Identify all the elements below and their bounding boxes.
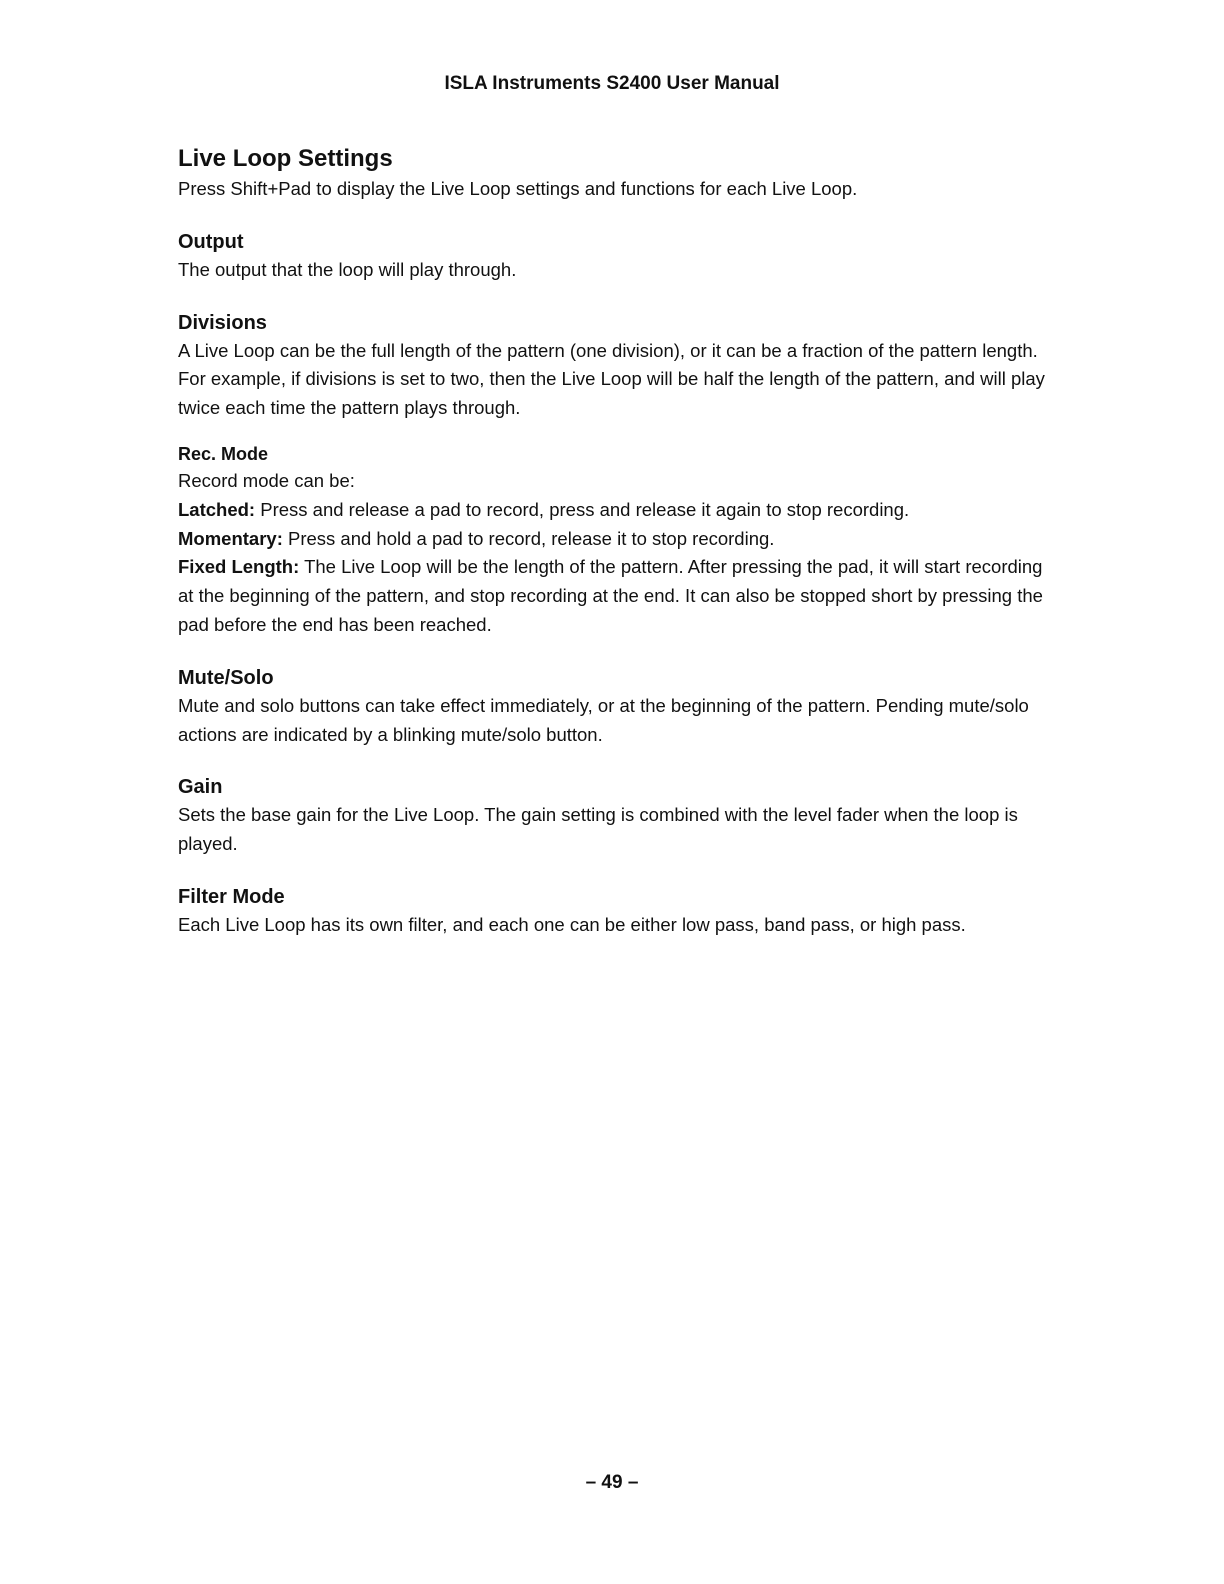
mute-solo-heading: Mute/Solo — [178, 666, 274, 689]
momentary-text: Press and hold a pad to record, release it to stop recording. — [282, 527, 775, 549]
mute-solo-body: Mute and solo buttons can take effect immediately, or at the beginning of the pattern. Pending mute/solo actions are indicated by a blinking mute/solo button. — [178, 694, 1029, 745]
main-content — [178, 143, 1048, 940]
gain-body: Sets the base gain for the Live Loop. The gain setting is combined with the level fader when the loop is played. — [178, 804, 1018, 855]
section-title: Live Loop Settings — [178, 145, 393, 172]
page-header: ISLA Instruments S2400 User Manual — [444, 73, 780, 94]
output-heading: Output — [178, 230, 244, 253]
rec-mode-momentary — [178, 525, 1048, 554]
divisions-body: A Live Loop can be the full length of the pattern (one division), or it can be a fraction of the pattern length. For example, if divisions is set to two, then the Live Loop will be half the length of the pattern, and will play twice each time the pattern plays through. — [178, 339, 1045, 419]
filter-mode-body: Each Live Loop has its own filter, and each one can be either low pass, band pass, or high pass. — [178, 913, 966, 935]
momentary-label: Momentary: — [178, 527, 283, 549]
fixed-length-label: Fixed Length: — [178, 556, 300, 578]
latched-label: Latched: — [178, 498, 256, 520]
output-body: The output that the loop will play through. — [178, 258, 517, 280]
divisions-heading: Divisions — [178, 311, 267, 334]
fixed-length-text: The Live Loop will be the length of the pattern. After pressing the pad, it will start recording at the beginning of the pattern, and stop recording at the end. It can also be stopped short by pressing the pad before the end has been reached. — [178, 556, 1043, 635]
section-intro: Press Shift+Pad to display the Live Loop settings and functions for each Live Loop. — [178, 178, 858, 199]
latched-text: Press and release a pad to record, press and release it again to stop recording. — [255, 498, 910, 520]
rec-mode-fixed-length — [178, 553, 1048, 639]
gain-heading: Gain — [178, 776, 223, 799]
filter-mode-heading: Filter Mode — [178, 885, 285, 908]
rec-mode-latched — [178, 496, 1048, 525]
page-number: – 49 – — [585, 1472, 639, 1493]
rec-mode-intro: Record mode can be: — [178, 469, 355, 491]
rec-mode-heading: Rec. Mode — [178, 443, 269, 464]
